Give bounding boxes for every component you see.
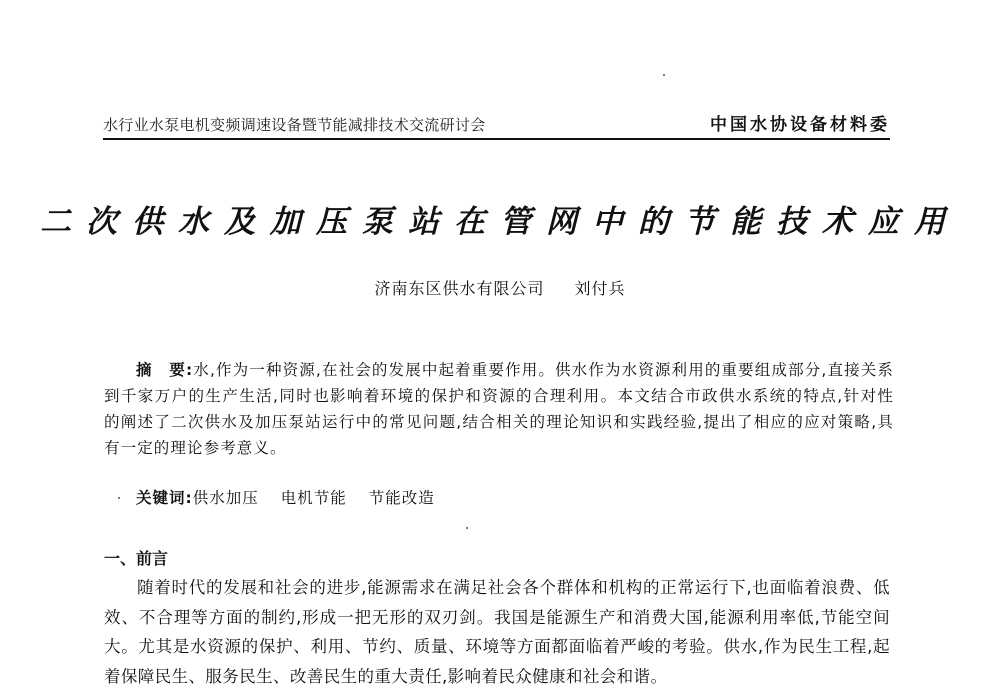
conference-name: 水行业水泵电机变频调速设备暨节能减排技术交流研讨会: [103, 116, 486, 134]
abstract: [104, 357, 894, 461]
abstract-text: 水,作为一种资源,在社会的发展中起着重要作用。供水作为水资源利用的重要组成部分,直接关系到千家万户的生产生活,同时也影响着环境的保护和资源的合理利用。本文结合市政供水系统的特点,针对性的阐述了二次供水及加压泵站运行中的常见问题,结合相关的理论知识和实践经验,提出了相应的应对策略,具有一定的理论参考意义。: [104, 361, 894, 457]
scan-speck: [118, 497, 120, 499]
paper-title: 二次供水及加压泵站在管网中的节能技术应用: [40, 204, 960, 240]
intro-paragraph: 随着时代的发展和社会的进步,能源需求在满足社会各个群体和机构的正常运行下,也面临着浪费、低效、不合理等方面的制约,形成一把无形的双刃剑。我国是能源生产和消费大国,能源利用率低,节能空间大。尤其是水资源的保护、利用、节约、质量、环境等方面都面临着严峻的考验。供水,作为民生工程,起着保障民生、服务民生、改善民生的重大责任,影响着民众健康和社会和谐。: [104, 578, 890, 686]
keywords: [136, 486, 457, 508]
keyword: 节能改造: [368, 489, 435, 507]
scan-speck: [466, 527, 468, 529]
running-header: [103, 112, 890, 140]
keyword: 电机节能: [280, 489, 347, 507]
keywords-label: 关键词:: [136, 489, 193, 507]
author-affiliation: 济南东区供水有限公司: [374, 279, 545, 298]
section-heading: 一、前言: [104, 549, 169, 568]
abstract-label: 摘 要:: [136, 361, 194, 379]
keyword: 供水加压: [192, 489, 259, 507]
organization-name: 中国水协设备材料委: [710, 115, 890, 135]
scan-speck: [663, 74, 665, 76]
author-name: 刘付兵: [574, 279, 626, 298]
author-line: [0, 276, 1000, 299]
